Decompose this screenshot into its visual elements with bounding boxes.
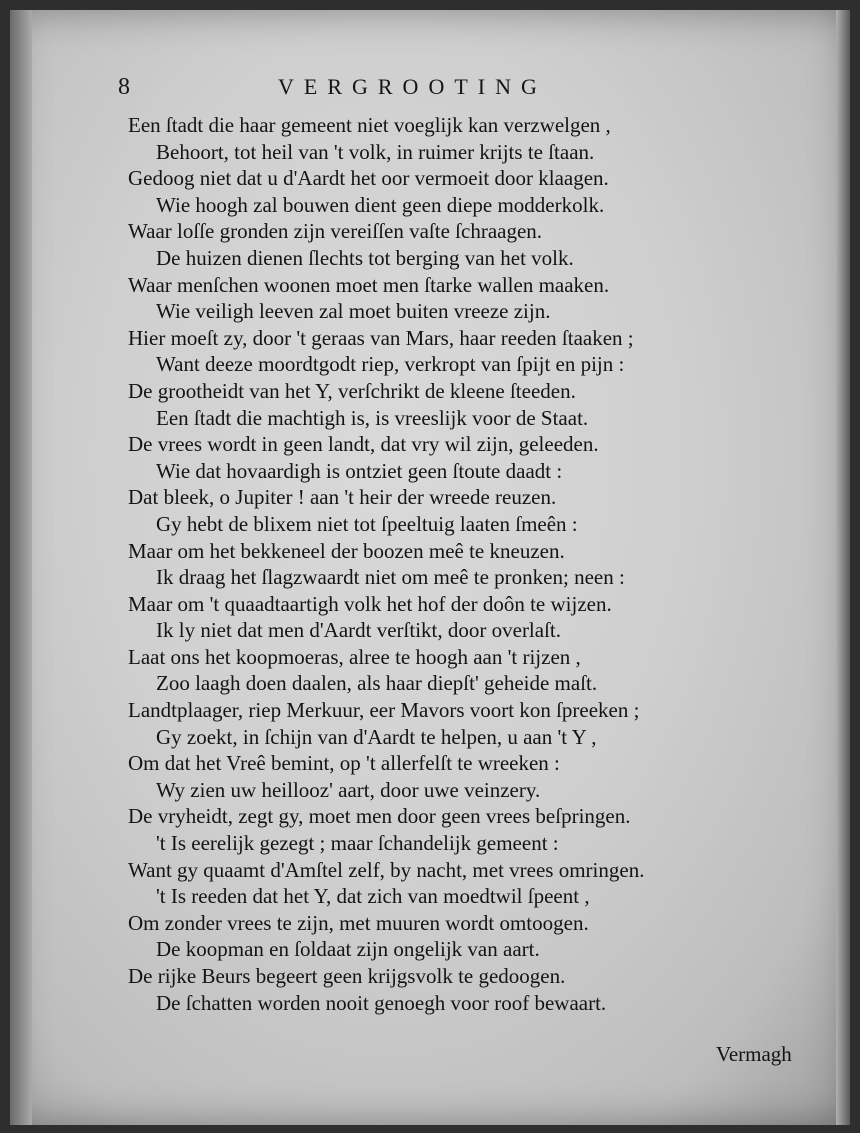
page-edge [836,10,850,1125]
verse-line: Waar menſchen woonen moet men ſtarke wallen maaken. [128,272,610,297]
verse-line: Landtplaager, riep Merkuur, eer Mavors voort kon ſpreeken ; [128,698,640,723]
verse-line: Wy zien uw heillooz' aart, door uwe veinzery. [156,777,541,802]
verse-line: De rijke Beurs begeert geen krijgsvolk te gedoogen. [128,964,566,988]
verse-line: De koopman en ſoldaat zijn ongelijk van aart. [156,937,540,962]
page-number: 8 [118,74,130,100]
verse-line: Hier moeſt zy, door 't geraas van Mars, haar reeden ſtaaken ; [128,325,634,350]
verse-line: Om dat het Vreê bemint, op 't allerfelſt te wreeken : [128,751,560,776]
verse-line: Laat ons het koopmoeras, alree te hoogh aan 't rijzen , [128,644,581,669]
page-gutter [10,10,32,1125]
verse-line: Waar loſſe gronden zijn vereiſſen vaſte ſchraagen. [128,219,543,244]
book-page [10,10,850,1125]
verse-line: Ik draag het ſlagzwaardt niet om meê te pronken; neen : [156,565,625,590]
verse-line: Zoo laagh doen daalen, als haar diepſt' geheide maſt. [156,671,598,696]
verse-line: Maar om het bekkeneel der boozen meê te kneuzen. [128,538,565,563]
verse-line: Want gy quaamt d'Amſtel zelf, by nacht, met vrees omringen. [128,857,645,882]
catchword: Vermagh [716,1042,792,1066]
verse-line: De ſchatten worden nooit genoegh voor roof bewaart. [156,990,607,1015]
verse-line: Gy hebt de blixem niet tot ſpeeltuig laaten ſmeên : [156,511,578,536]
verse-line: Wie veiligh leeven zal moet buiten vreeze zijn. [156,299,551,324]
verse-line: Om zonder vrees te zijn, met muuren wordt omtoogen. [128,910,589,935]
verse-line: Maar om 't quaadtaartigh volk het hof der doôn te wijzen. [128,591,612,616]
verse-line: Dat bleek, o Jupiter ! aan 't heir der wreede reuzen. [128,485,557,510]
verse-line: De grootheidt van het Y, verſchrikt de kleene ſteeden. [128,378,576,403]
verse-line: Wie dat hovaardigh is ontziet geen ſtoute daadt : [156,458,563,483]
verse-line: Want deeze moordtgodt riep, verkropt van ſpijt en pijn : [156,352,625,377]
verse-line: Gy zoekt, in ſchijn van d'Aardt te helpen, u aan 't Y , [156,724,597,749]
verse-line: De vryheidt, zegt gy, moet men door geen vrees beſpringen. [128,804,631,829]
verse-line: Behoort, tot heil van 't volk, in ruimer krijts te ſtaan. [156,139,595,164]
verse-line: 't Is eerelijk gezegt ; maar ſchandelijk gemeent : [156,831,559,856]
verse-line: De vrees wordt in geen landt, dat vry wil zijn, geleeden. [128,432,599,457]
poem-text [128,112,828,1016]
page-header [118,74,678,104]
verse-line: Gedoog niet dat u d'Aardt het oor vermoeit door klaagen. [128,166,609,191]
verse-line: Een ſtadt die haar gemeent niet voeglijk kan verzwelgen , [128,113,611,137]
verse-line: 't Is reeden dat het Y, dat zich van moedtwil ſpeent , [156,884,590,909]
verse-line: Een ſtadt die machtigh is, is vreeslijk voor de Staat. [156,405,589,430]
verse-line: Wie hoogh zal bouwen dient geen diepe modderkolk. [156,192,605,217]
verse-line: Ik ly niet dat men d'Aardt verſtikt, door overlaſt. [156,618,562,643]
running-title: VERGROOTING [278,74,547,99]
verse-line: De huizen dienen ſlechts tot berging van het volk. [156,245,574,270]
